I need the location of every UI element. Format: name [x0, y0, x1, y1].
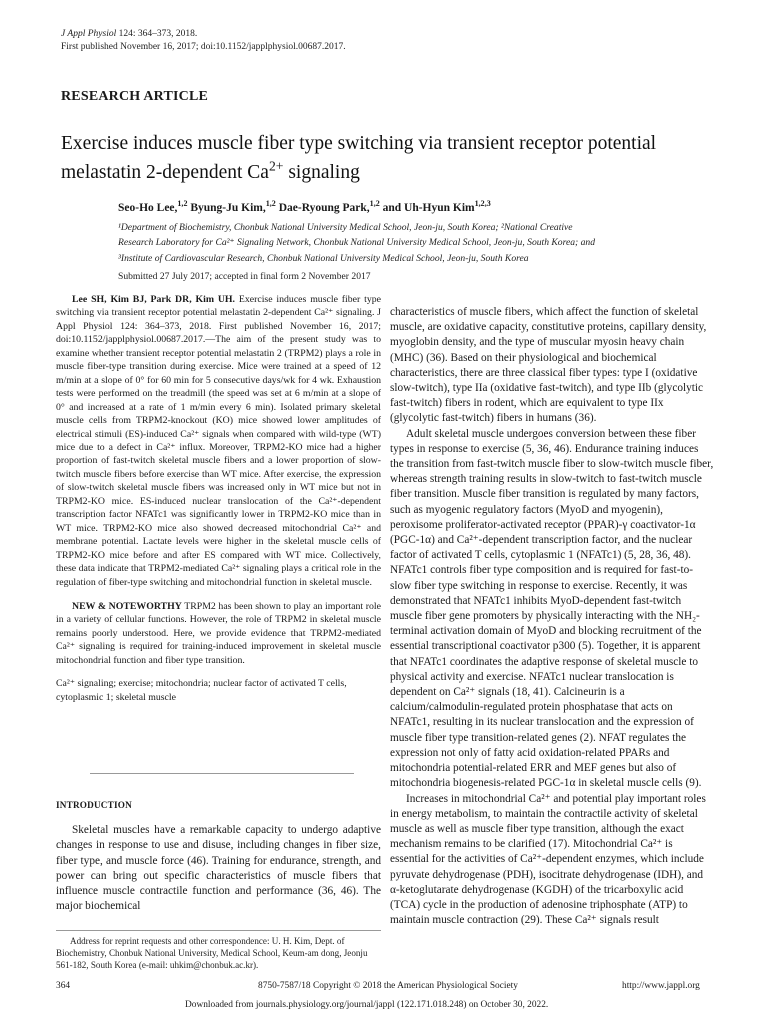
abstract [56, 293, 381, 589]
article-title [61, 129, 721, 187]
download-notice: Downloaded from journals.physiology.org/journal/jappl (122.171.018.248) on October 30, 2022. [185, 1000, 549, 1010]
author-list: Seo-Ho Lee,$^{1,2}$ Byung-Ju Kim,$^{1,2}$ Dae-Ryoung Park,$^{1,2}$ and Uh-Hyun Kim$^{1,2,3}$ [118, 199, 491, 214]
noteworthy-text: TRPM2 has been shown to play an important role in a variety of cellular functions. However, the role of TRPM2 in skeletal muscle remains poorly understood. Here, we provide evidence that TRPM2-mediated Ca²⁺ signaling is required for training-induced improvement in skeletal muscle mitochondrial function and fiber type transition. [56, 600, 381, 666]
journal-citation: 124: 364–373, 2018. [118, 29, 198, 39]
title-line-2: melastatin 2-dependent $Ca^{2+}$ signaling [61, 158, 360, 183]
journal-header [61, 28, 346, 54]
affiliations: ¹Department of Biochemistry, Chonbuk National University Medical School, Jeon-ju, South Korea; ²National Creative Research Laboratory for Ca²⁺ Signaling Network, Chonbuk National University Medical School, Jeon-ju, South Korea; and ³Institute of Cardiovascular Research, Chonbuk National University Medical School, Jeon-ju, South Korea [118, 222, 596, 264]
section-label: RESEARCH ARTICLE [61, 89, 209, 104]
abstract-text: Exercise induces muscle fiber type switching via transient receptor potential melastatin 2-dependent Ca²⁺ signaling. J Appl Physiol 124: 364–373, 2018. First published November 16, 2017; doi:10.1152/japplphysiol.00687.2017.—The aim of the present study was to examine whether transient receptor potential melastatin 2 (TRPM2) plays a role in muscle fiber-type transition during exercise. Mice were trained at a speed of 12 m/min at a slope of 0° for 60 min for 5 consecutive days/wk for 4 wk. Exhaustion tests were performed on the treadmill (the speed was set at 6 m/min at a slope of 0° and increased at a rate of 1 m/min every 6 min). Isolated primary skeletal muscle cells from TRPM2-knockout (KO) mice showed lower amplitudes of electrical stimuli (ES)-induced Ca²⁺ signals when compared with wild-type (WT) mice due to a defect in Ca²⁺ influx. Moreover, TRPM2-KO mice had a higher proportion of fast-twitch skeletal muscle fibers and a lower proportion of slow-twitch muscle fibers before exercise than WT mice. After exercise, the expression of slow-twitch skeletal muscle fibers was increased only in WT mice but not in TRPM2-KO mice. ES-induced nuclear translocation of the Ca²⁺-dependent transcription factor NFATc1 was significantly lower in TRPM2-KO mice than in WT mice. TRPM2-KO mice also showed decreased mitochondrial Ca²⁺ and membrane potential. Lactate levels were higher in the skeletal muscle cells of TRPM2-KO mice before and after ES compared with WT mice. Collectively, these data indicate that TRPM2-mediated Ca²⁺ signaling plays a critical role in the regulation of fiber-type switching and mitochondrial function in skeletal muscle. [56, 294, 381, 588]
introduction-heading: INTRODUCTION [56, 800, 132, 810]
noteworthy-label: NEW & NOTEWORTHY [72, 600, 182, 612]
abstract-citation-lead: Lee SH, Kim BJ, Park DR, Kim UH. [72, 294, 235, 305]
abstract-column [56, 293, 381, 704]
author-name: Dae-Ryoung Park, [275, 202, 370, 214]
body-column-right [390, 305, 714, 928]
journal-url[interactable]: http://www.jappl.org [622, 981, 700, 991]
author-name: Byung-Ju Kim, [187, 202, 266, 214]
paragraph: Increases in mitochondrial Ca²⁺ and potential play important roles in energy metabolism, to maintain the contractile activity of skeletal muscle as well as muscle fiber type transition, although the exact mechanism remains to be clarified (17). Mitochondrial Ca²⁺ is essential for the activities of Ca²⁺-dependent enzymes, which include pyruvate dehydrogenase (PDH), isocitrate dehydrogenase (IDH), and α-ketoglutarate dehydrogenase (KGDH) of the tricarboxylic acid (TCA) cycle in the production of adenosine triphosphate (ATP) to maintain muscle contraction (29). These Ca²⁺ signals result [390, 792, 706, 927]
paragraph: characteristics of muscle fibers, which affect the function of skeletal muscle, are oxidative capacity, constitutive proteins, capillary density, myoglobin density, and the type of muscular myosin heavy chain (MHC) (36). Based on their physiological and biochemical characteristics, there are three classical fiber types: type I (oxidative slow-twitch), type IIa (oxidative fast-twitch), and type IIb (glycolytic fast-twitch) fibers in rodent, which are equivalent to type IIx (glycolytic fast-twitch) fibers in humans (36). [390, 306, 707, 425]
author-name: and Uh-Hyun Kim [379, 202, 475, 214]
keywords: Ca²⁺ signaling; exercise; mitochondria; nuclear factor of activated T cells, cytoplasmic 1; skeletal muscle [56, 678, 347, 703]
page-number: 364 [56, 981, 71, 991]
introduction-body: Skeletal muscles have a remarkable capacity to undergo adaptive changes in response to use and disuse, including changes in fiber size, fiber type, and muscle force (46). Training for endurance, strength, and power can bring out specific characteristics of muscle fibers that influence muscle contractile function and performance (36, 46). The major biochemical [56, 824, 381, 913]
paragraph: Adult skeletal muscle undergoes conversion between these fiber types in response to exercise (5, 36, 46). Endurance training induces the transition from fast-twitch muscle fiber to slow-twitch muscle fiber, whereas strength training results in slow-twitch to fast-twitch muscle fiber transition. Muscle fiber transition is regulated by many factors, such as myogenic regulatory factors (MyoD and myogenin), peroxisome proliferator-activated receptor (PPAR)-γ coactivator-1α (PGC-1α) and Ca²⁺-dependent transcription factor, and the nuclear factor of activated T cells, cytoplasmic 1 (NFATc1) (5, 28, 36, 48). NFATc1 controls fiber type composition and is required for fast-to-slow fiber type switching in response to exercise. Recently, it was demonstrated that NFATc1 inhibits MyoD-dependent fast-twitch muscle fiber gene promoters by physically interacting with the NH₂-terminal activation domain of MyoD and blocking recruitment of the essential transcriptional coactivator p300 (5). Together, it is apparent that NFATc1 coordinates the adaptive response of skeletal muscle to physical activity and exercise. NFATc1 nuclear translocation is dependent on Ca²⁺ signals (18, 41). Calcineurin is a calcium/calmodulin-regulated protein phosphatase that acts on NFATc1, resulting in its nuclear translocation and the expression of muscle fiber type transition-related genes (2). NFAT regulates the expression not only of fatty acid oxidation-related PPARs and mitochondria potential-related ERR and MEF genes but also of mitochondria biogenesis-related PGC-1α in skeletal muscle cells (9). [390, 427, 714, 790]
journal-name: J Appl Physiol [61, 29, 117, 39]
submission-dates: Submitted 27 July 2017; accepted in final form 2 November 2017 [118, 271, 371, 282]
footnote-divider [56, 930, 381, 931]
copyright-line: 8750-7587/18 Copyright © 2018 the American Physiological Society [258, 981, 518, 991]
section-divider [90, 773, 354, 774]
author-name: Seo-Ho Lee, [118, 202, 178, 214]
published-line: First published November 16, 2017; doi:10.1152/japplphysiol.00687.2017. [61, 42, 346, 52]
title-line-1: Exercise induces muscle fiber type switching via transient receptor potential [61, 133, 657, 154]
new-noteworthy [56, 600, 381, 667]
correspondence-footnote: Address for reprint requests and other correspondence: U. H. Kim, Dept. of Biochemistry, Chonbuk National University, Medical School, Keum-am dong, Jeonju 561-182, South Korea (e-mail: uhkim@chonbuk.ac.kr). [56, 936, 368, 971]
